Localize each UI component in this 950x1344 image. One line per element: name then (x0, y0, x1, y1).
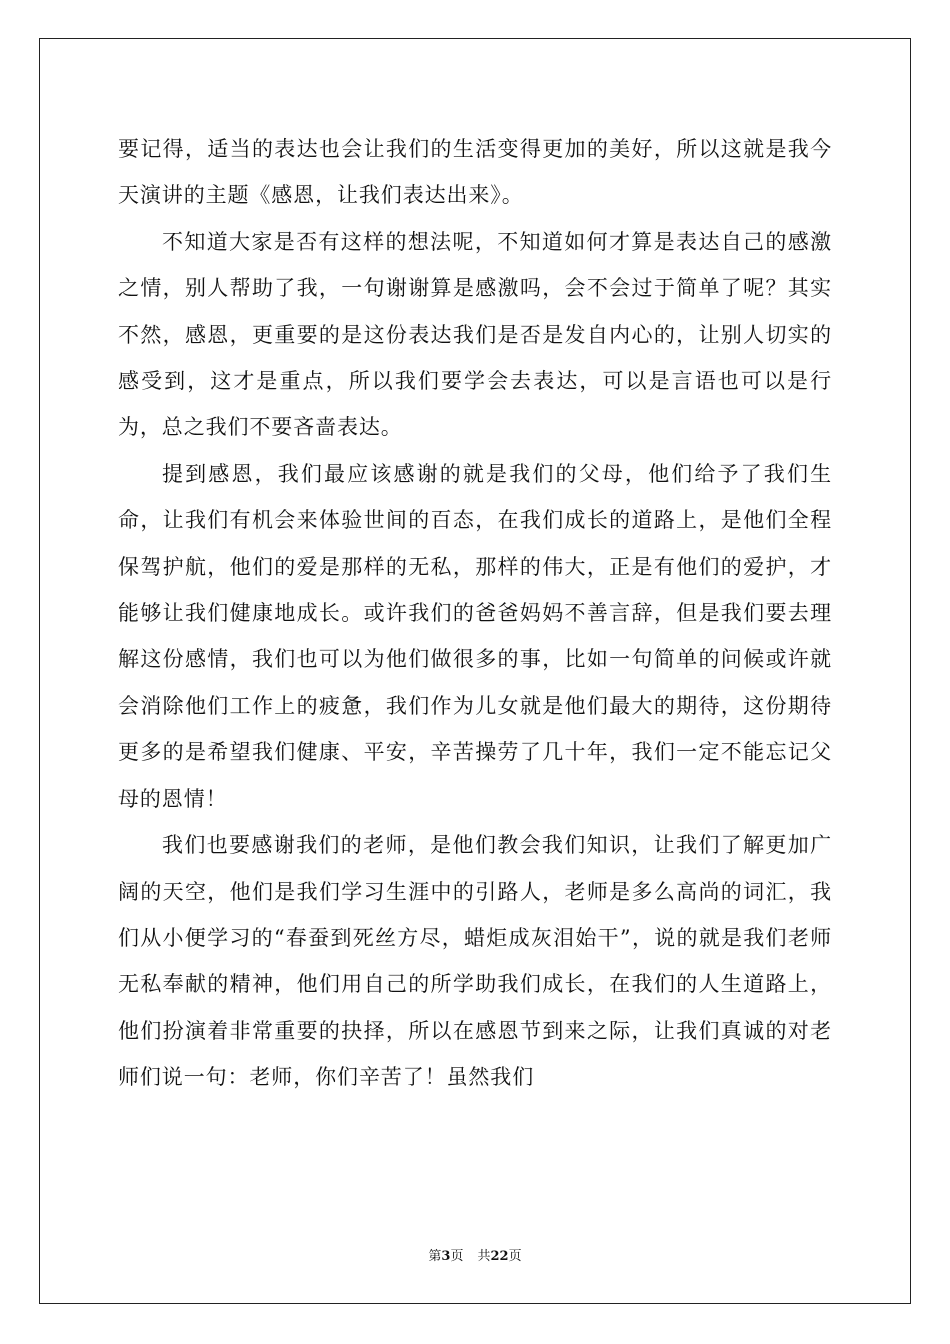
total-indicator (477, 1249, 521, 1264)
paragraph-4: 我们也要感谢我们的老师，是他们教会我们知识，让我们了解更加广阔的天空，他们是我们学习生涯中的引路人，老师是多么高尚的词汇，我们从小便学习的“春蚕到死丝方尽，蜡炬成灰泪始干”，说的就是我们老师无私奉献的精神，他们用自己的所学助我们成长，在我们的人生道路上，他们扮演着非常重要的抉择，所以在感恩节到来之际，让我们真诚的对老师们说一句：老师，你们辛苦了！虽然我们 (118, 833, 832, 1090)
paragraph-2: 不知道大家是否有这样的想法呢，不知道如何才算是表达自己的感激之情，别人帮助了我，一句谢谢算是感激吗，会不会过于简单了呢？其实不然，感恩，更重要的是这份表达我们是否是发自内心的，让别人切实的感受到，这才是重点，所以我们要学会去表达，可以是言语也可以是行为，总之我们不要吝啬表达。 (118, 229, 832, 440)
page-suffix: 页 (450, 1249, 464, 1264)
total-pages: 22 (490, 1249, 509, 1264)
paragraph-3: 提到感恩，我们最应该感谢的就是我们的父母，他们给予了我们生命，让我们有机会来体验世间的百态，在我们成长的道路上，是他们全程保驾护航，他们的爱是那样的无私，那样的伟大，正是有他们的爱护，才能够让我们健康地成长。或许我们的爸爸妈妈不善言辞，但是我们要去理解这份感情，我们也可以为他们做很多的事，比如一句简单的问候或许就会消除他们工作上的疲惫，我们作为儿女就是他们最大的期待，这份期待更多的是希望我们健康、平安，辛苦操劳了几十年，我们一定不能忘记父母的恩情！ (118, 461, 832, 811)
document-body (118, 126, 832, 1101)
page-footer (0, 1248, 950, 1266)
page-prefix: 第 (428, 1249, 442, 1264)
page-number: 3 (441, 1249, 451, 1264)
page-indicator (428, 1249, 463, 1264)
total-prefix: 共 (477, 1249, 491, 1264)
paragraph-1: 要记得，适当的表达也会让我们的生活变得更加的美好，所以这就是我今天演讲的主题《感恩，让我们表达出来》。 (118, 137, 832, 208)
total-suffix: 页 (508, 1249, 522, 1264)
